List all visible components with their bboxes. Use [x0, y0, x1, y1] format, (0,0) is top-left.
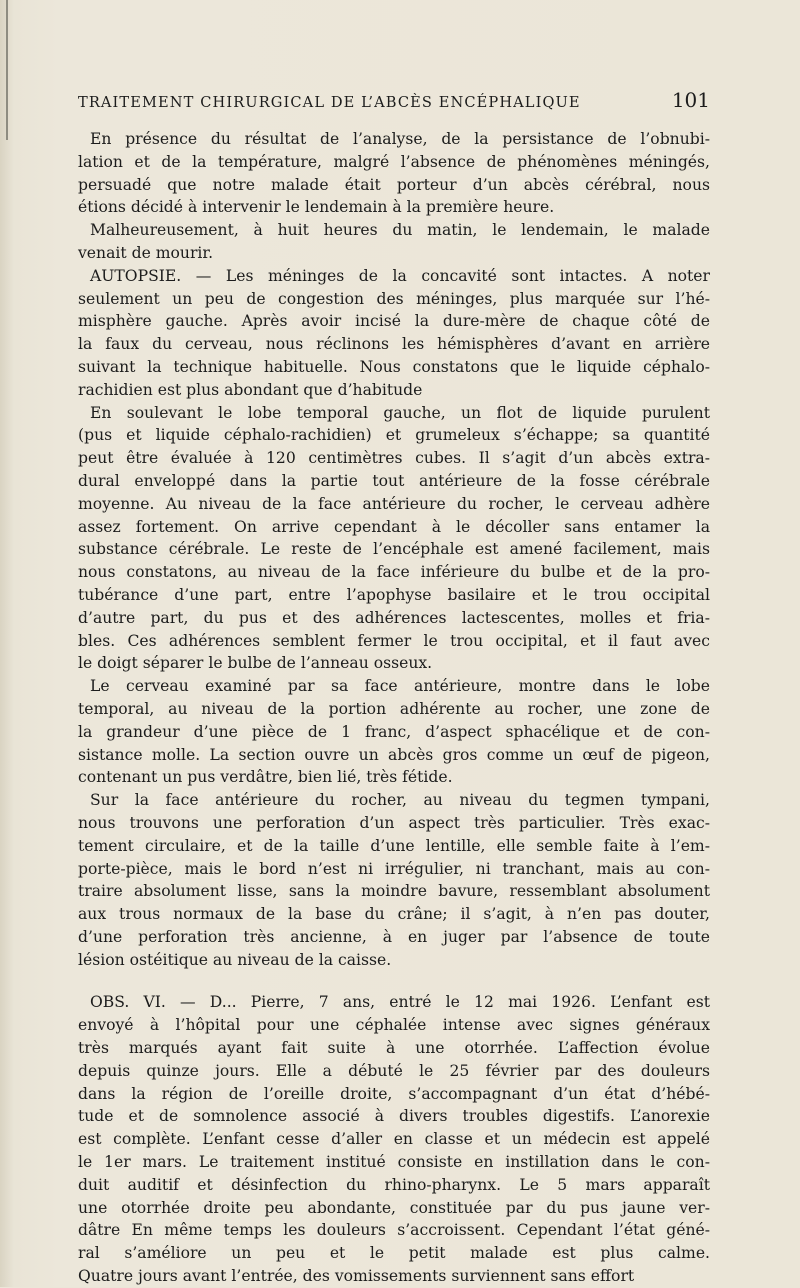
text-line: tubérance d’une part, entre l’apophyse basilaire et le trou occipital — [78, 585, 710, 604]
text-line: lation et de la température, malgré l’absence de phénomènes méningés, — [78, 152, 710, 171]
paragraph — [78, 128, 710, 219]
paragraph — [78, 675, 710, 789]
section-gap — [78, 971, 710, 991]
text-line: dans la région de l’oreille droite, s’accompagnant d’un état d’hébé- — [78, 1084, 710, 1103]
text-line: envoyé à l’hôpital pour une céphalée intense avec signes généraux — [78, 1016, 710, 1035]
text-line: porte-pièce, mais le bord n’est ni irrégulier, ni tranchant, mais au con- — [78, 859, 710, 878]
text-line: bles. Ces adhérences semblent fermer le trou occipital, et il faut avec — [78, 631, 710, 650]
paragraph — [78, 789, 710, 971]
body-text — [78, 128, 710, 1288]
text-line: depuis quinze jours. Elle a débuté le 25 février par des douleurs — [78, 1061, 710, 1080]
text-line: tude et de somnolence associé à divers troubles digestifs. L’anorexie — [78, 1107, 710, 1126]
text-line: (pus et liquide céphalo-rachidien) et grumeleux s’échappe; sa quantité — [78, 426, 710, 445]
text-line: ral s’améliore un peu et le petit malade est plus calme. — [78, 1244, 710, 1263]
text-line: assez fortement. On arrive cependant à le décoller sans entamer la — [78, 517, 710, 536]
text-line: le doigt séparer le bulbe de l’anneau osseux. — [78, 654, 433, 673]
text-line: d’une perforation très ancienne, à en juger par l’absence de toute — [78, 927, 710, 946]
text-line: la faux du cerveau, nous réclinons les hémisphères d’avant en arrière — [78, 335, 710, 354]
text-line: substance cérébrale. Le reste de l’encéphale est amené facilement, mais — [78, 540, 710, 559]
text-line: très marqués ayant fait suite à une otorrhée. L’affection évolue — [78, 1039, 710, 1058]
text-line: lésion ostéitique au niveau de la caisse. — [78, 950, 392, 969]
text-line: dâtre En même temps les douleurs s’accroissent. Cependant l’état géné- — [78, 1221, 710, 1240]
text-line: aux trous normaux de la base du crâne; il s’agit, à n’en pas douter, — [78, 905, 710, 924]
text-line: persuadé que notre malade était porteur d’un abcès cérébral, nous — [78, 175, 710, 194]
text-line: la grandeur d’une pièce de 1 franc, d’aspect sphacélique et de con- — [78, 722, 710, 741]
text-line: En soulevant le lobe temporal gauche, un flot de liquide purulent — [90, 403, 710, 422]
text-line: Sur la face antérieure du rocher, au niveau du tegmen tympani, — [90, 791, 710, 810]
text-line: rachidien est plus abondant que d’habitude — [78, 380, 423, 399]
text-line: OBS. VI. — D... Pierre, 7 ans, entré le 12 mai 1926. L’enfant est — [90, 993, 710, 1012]
running-header — [78, 88, 710, 118]
text-line: seulement un peu de congestion des méninges, plus marquée sur l’hé- — [78, 289, 710, 308]
text-line: Malheureusement, à huit heures du matin, le lendemain, le malade — [90, 221, 710, 240]
text-line: Quatre jours avant l’entrée, des vomissements surviennent sans effort — [78, 1267, 635, 1286]
text-line: suivant la technique habituelle. Nous constatons que le liquide céphalo- — [78, 357, 710, 376]
text-line: sistance molle. La section ouvre un abcès gros comme un œuf de pigeon, — [78, 745, 710, 764]
text-line: étions décidé à intervenir le lendemain à la première heure. — [78, 198, 555, 217]
running-title: TRAITEMENT CHIRURGICAL DE L’ABCÈS ENCÉPHALIQUE — [78, 94, 581, 111]
paragraph — [78, 265, 710, 402]
text-line: dural enveloppé dans la partie tout antérieure de la fosse cérébrale — [78, 471, 710, 490]
paragraph — [78, 402, 710, 676]
text-line: peut être évaluée à 120 centimètres cubes. Il s’agit d’un abcès extra- — [78, 449, 710, 468]
page-edge-shadow — [6, 0, 8, 140]
text-line: nous constatons, au niveau de la face inférieure du bulbe et de la pro- — [78, 563, 710, 582]
page-number: 101 — [671, 88, 710, 112]
text-line: AUTOPSIE. — Les méninges de la concavité sont intactes. A noter — [90, 266, 710, 285]
text-line: temporal, au niveau de la portion adhérente au rocher, une zone de — [78, 699, 710, 718]
text-line: une otorrhée droite peu abondante, constituée par du pus jaune ver- — [78, 1198, 710, 1217]
text-line: traire absolument lisse, sans la moindre bavure, ressemblant absolument — [78, 882, 710, 901]
text-line: En présence du résultat de l’analyse, de la persistance de l’obnubi- — [90, 130, 710, 148]
paragraph — [78, 219, 710, 265]
text-line: le 1er mars. Le traitement institué consiste en instillation dans le con- — [78, 1153, 710, 1172]
text-line: nous trouvons une perforation d’un aspect très particulier. Très exac- — [78, 813, 710, 832]
paragraph — [78, 991, 710, 1287]
text-line: contenant un pus verdâtre, bien lié, très fétide. — [78, 768, 453, 787]
text-line: est complète. L’enfant cesse d’aller en classe et un médecin est appelé — [78, 1130, 710, 1149]
text-line: tement circulaire, et de la taille d’une lentille, elle semble faite à l’em- — [78, 836, 710, 855]
text-line: moyenne. Au niveau de la face antérieure du rocher, le cerveau adhère — [78, 494, 710, 513]
text-line: venait de mourir. — [78, 243, 214, 262]
text-line: Le cerveau examiné par sa face antérieure, montre dans le lobe — [90, 677, 710, 696]
text-line: d’autre part, du pus et des adhérences lactescentes, molles et fria- — [78, 608, 710, 627]
text-line: duit auditif et désinfection du rhino-pharynx. Le 5 mars apparaît — [78, 1175, 710, 1194]
text-line: misphère gauche. Après avoir incisé la dure-mère de chaque côté de — [78, 312, 710, 331]
